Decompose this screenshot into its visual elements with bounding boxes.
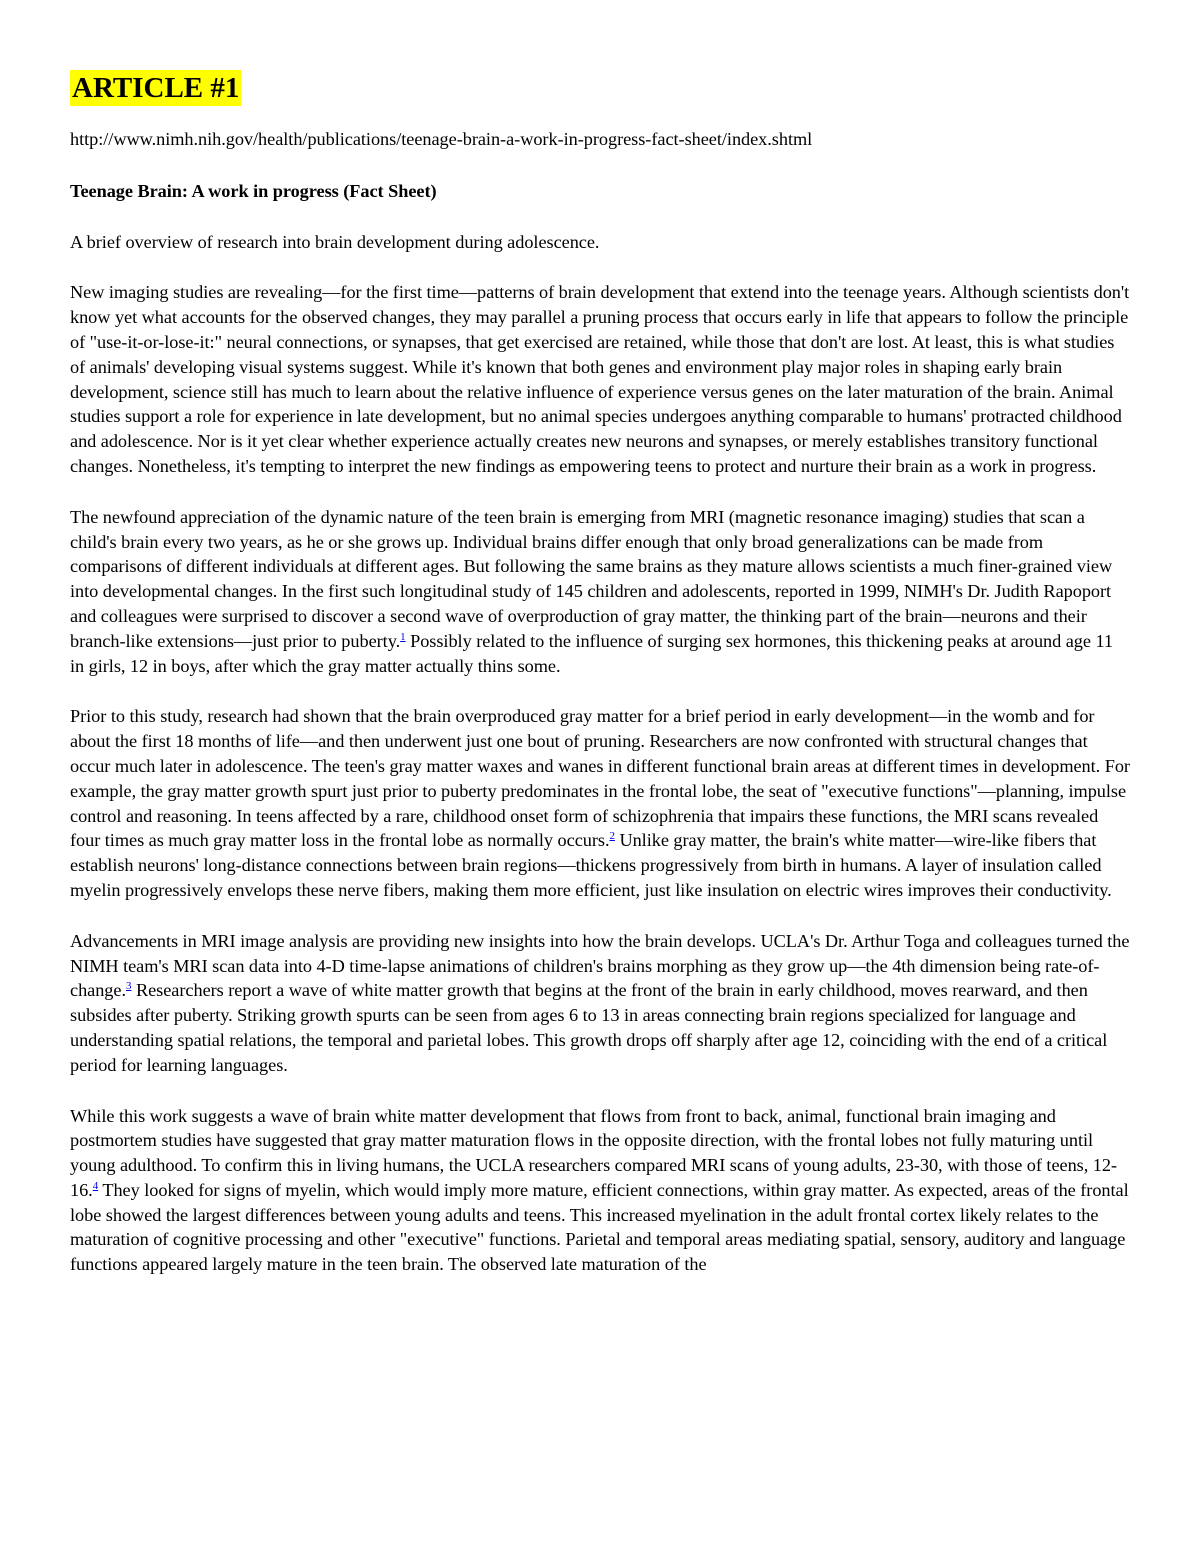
source-url: http://www.nimh.nih.gov/health/publications/teenage-brain-a-work-in-progress-fact-sheet/index.shtml <box>70 129 813 149</box>
paragraph-2-text-a: The newfound appreciation of the dynamic nature of the teen brain is emerging from MRI (magnetic resonance imaging) studies that scan a child's brain every two years, as he or she grows up. Individual brains differ enough that only broad generalizations can be made from comparisons of different individuals at different ages. But following the same brains as they mature allows scientists a much finer-grained view into developmental changes. In the first such longitudinal study of 145 children and adolescents, reported in 1999, NIMH's Dr. Judith Rapoport and colleagues were surprised to discover a second wave of overproduction of gray matter, the thinking part of the brain—neurons and their branch-like extensions—just prior to puberty. <box>70 506 1113 651</box>
paragraph-3 <box>70 704 1130 902</box>
paragraph-2-text-b: Possibly related to the influence of surging sex hormones, this thickening peaks at around age 11 in girls, 12 in boys, after which the gray matter actually thins some. <box>70 630 1113 676</box>
paragraph-4-text-a: Advancements in MRI image analysis are providing new insights into how the brain develops. UCLA's Dr. Arthur Toga and colleagues turned the NIMH team's MRI scan data into 4-D time-lapse animations of children's brains morphing as they grow up—the 4th dimension being rate-of-change. <box>70 930 1130 1001</box>
paragraph-2 <box>70 505 1130 679</box>
summary-text: A brief overview of research into brain development during adolescence. <box>70 231 600 252</box>
paragraph-5-text-b: They looked for signs of myelin, which would imply more mature, efficient connections, within gray matter. As expected, areas of the frontal lobe showed the largest differences between young adults and teens. This increased myelination in the adult frontal cortex likely relates to the maturation of cognitive processing and other "executive" functions. Parietal and temporal areas mediating spatial, sensory, auditory and language functions appeared largely mature in the teen brain. The observed late maturation of the <box>70 1179 1129 1275</box>
footnote-link-2[interactable]: 2 <box>609 830 615 843</box>
article-heading: ARTICLE #1 <box>72 72 240 104</box>
paragraph-4 <box>70 929 1130 1078</box>
heading-wrap <box>70 70 1130 113</box>
document-page <box>70 70 1130 1303</box>
document-title: Teenage Brain: A work in progress (Fact Sheet) <box>70 180 437 201</box>
paragraph-3-text-a: Prior to this study, research had shown that the brain overproduced gray matter for a brief period in early development—in the womb and for about the first 18 months of life—and then underwent just one bout of pruning. Researchers are now confronted with structural changes that occur much later in adolescence. The teen's gray matter waxes and wanes in different functional brain areas at different times in development. For example, the gray matter growth spurt just prior to puberty predominates in the frontal lobe, the seat of "executive functions"—planning, impulse control and reasoning. In teens affected by a rare, childhood onset form of schizophrenia that impairs these functions, the MRI scans revealed four times as much gray matter loss in the frontal lobe as normally occurs. <box>70 706 1130 851</box>
footnote-link-1[interactable]: 1 <box>400 630 406 643</box>
paragraph-1-text: New imaging studies are revealing—for the first time—patterns of brain development that extend into the teenage years. Although scientists don't know yet what accounts for the observed changes, they may parallel a pruning process that occurs early in life that appears to follow the principle of "use-it-or-lose-it:" neural connections, or synapses, that get exercised are retained, while those that don't are lost. At least, this is what studies of animals' developing visual systems suggest. While it's known that both genes and environment play major roles in shaping early brain development, science still has much to learn about the relative influence of experience versus genes on the later maturation of the brain. Animal studies support a role for experience in late development, but no animal species undergoes anything comparable to humans' protracted childhood and adolescence. Nor is it yet clear whether experience actually creates new neurons and synapses, or merely establishes transitory functional changes. Nonetheless, it's tempting to interpret the new findings as empowering teens to protect and nurture their brain as a work in progress. <box>70 282 1130 476</box>
paragraph-3-text-b: Unlike gray matter, the brain's white matter—wire-like fibers that establish neurons' long-distance connections between brain regions—thickens progressively from birth in humans. A layer of insulation called myelin progressively envelops these nerve fibers, making them more efficient, just like insulation on electric wires improves their conductivity. <box>70 830 1112 900</box>
paragraph-4-text-b: Researchers report a wave of white matter growth that begins at the front of the brain in early childhood, moves rearward, and then subsides after puberty. Striking growth spurts can be seen from ages 6 to 13 in areas connecting brain regions specialized for language and understanding spatial relations, the temporal and parietal lobes. This growth drops off sharply after age 12, coinciding with the end of a critical period for learning languages. <box>70 980 1108 1075</box>
paragraph-1 <box>70 280 1130 478</box>
footnote-link-4[interactable]: 4 <box>92 1179 99 1192</box>
paragraph-5-text-a: While this work suggests a wave of brain white matter development that flows from front to back, animal, functional brain imaging and postmortem studies have suggested that gray matter maturation flows in the opposite direction, with the frontal lobes not fully maturing until young adulthood. To confirm this in living humans, the UCLA researchers compared MRI scans of young adults, 23-30, with those of teens, 12-16. <box>70 1105 1117 1200</box>
paragraph-5 <box>70 1104 1130 1278</box>
footnote-link-3[interactable]: 3 <box>126 980 132 993</box>
